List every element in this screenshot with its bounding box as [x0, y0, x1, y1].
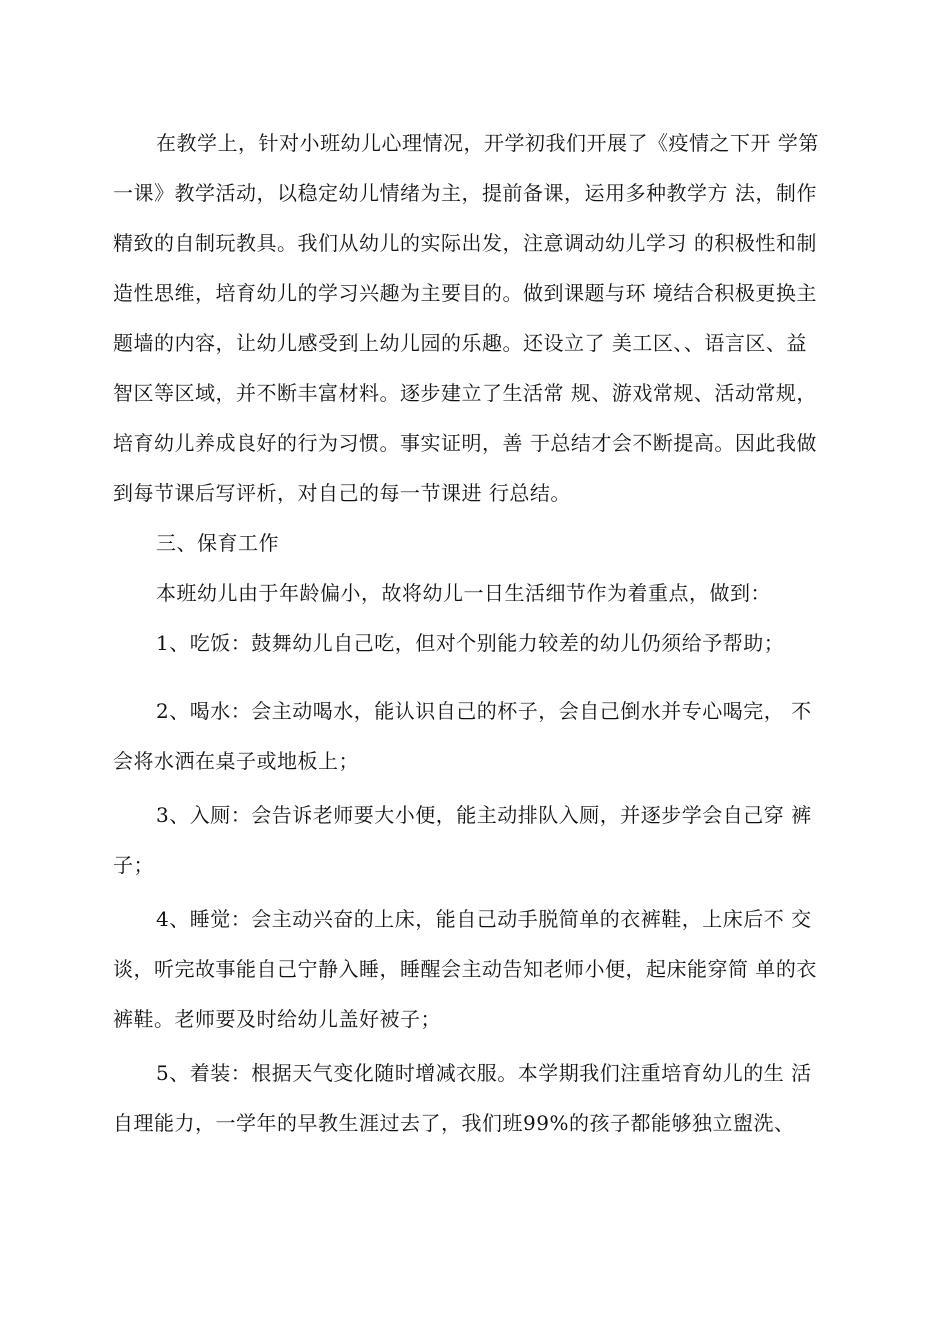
- text-line: 5、着装：根据天气变化随时增减衣服。本学期我们注重培育幼儿的生 活: [156, 1061, 812, 1085]
- text-line: 3、入厕：会告诉老师要大小便，能主动排队入厕，并逐步学会自己穿 裤: [156, 803, 812, 827]
- heading-text: 三、保育工作: [156, 531, 279, 555]
- text-line: 智区等区域，并不断丰富材料。逐步建立了生活常 规、游戏常规、活动常规，: [113, 381, 817, 405]
- text-line: 培育幼儿养成良好的行为习惯。事实证明，善 于总结才会不断提高。因此我做: [113, 431, 817, 455]
- text-line: 4、睡觉：会主动兴奋的上床，能自己动手脱简单的衣裤鞋，上床后不 交: [156, 907, 812, 931]
- text-line: 在教学上，针对小班幼儿心理情况，开学初我们开展了《疫情之下开 学第: [156, 131, 819, 155]
- list-item-toilet: [113, 790, 853, 890]
- paragraph-intro: [113, 568, 853, 618]
- text-line: 谈，听完故事能自己宁静入睡，睡醒会主动告知老师小便，起床能穿简 单的衣: [113, 957, 817, 981]
- list-item-dressing: [113, 1048, 853, 1148]
- text-line: 子；: [113, 853, 154, 877]
- text-line: 造性思维，培育幼儿的学习兴趣为主要目的。做到课题与环 境结合积极更换主: [113, 281, 817, 305]
- list-item-eating: [113, 618, 853, 668]
- text-line: 题墙的内容，让幼儿感受到上幼儿园的乐趣。还设立了 美工区、、语言区、益: [113, 331, 807, 355]
- section-heading: [113, 518, 853, 568]
- list-item-drinking: [113, 686, 853, 786]
- text-line: 自理能力，一学年的早教生涯过去了，我们班99%的孩子都能够独立盥洗、: [113, 1111, 795, 1135]
- text-line: 裤鞋。老师要及时给幼儿盖好被子；: [113, 1007, 441, 1031]
- text-line: 本班幼儿由于年龄偏小，故将幼儿一日生活细节作为着重点，做到：: [156, 581, 771, 605]
- list-item-sleeping: [113, 894, 853, 1044]
- text-line: 2、喝水：会主动喝水，能认识自己的杯子，会自己倒水并专心喝完， 不: [156, 699, 812, 723]
- text-line: 到每节课后写评析，对自己的每一节课进 行总结。: [113, 481, 571, 505]
- paragraph-teaching: [113, 118, 853, 518]
- text-line: 1、吃饭：鼓舞幼儿自己吃，但对个别能力较差的幼儿仍须给予帮助；: [156, 631, 785, 655]
- text-line: 一课》教学活动，以稳定幼儿情绪为主，提前备课，运用多种教学方 法，制作: [113, 181, 817, 205]
- text-line: 会将水洒在桌子或地板上；: [113, 749, 359, 773]
- document-body: [113, 118, 853, 1148]
- text-line: 精致的自制玩教具。我们从幼儿的实际出发，注意调动幼儿学习 的积极性和制: [113, 231, 817, 255]
